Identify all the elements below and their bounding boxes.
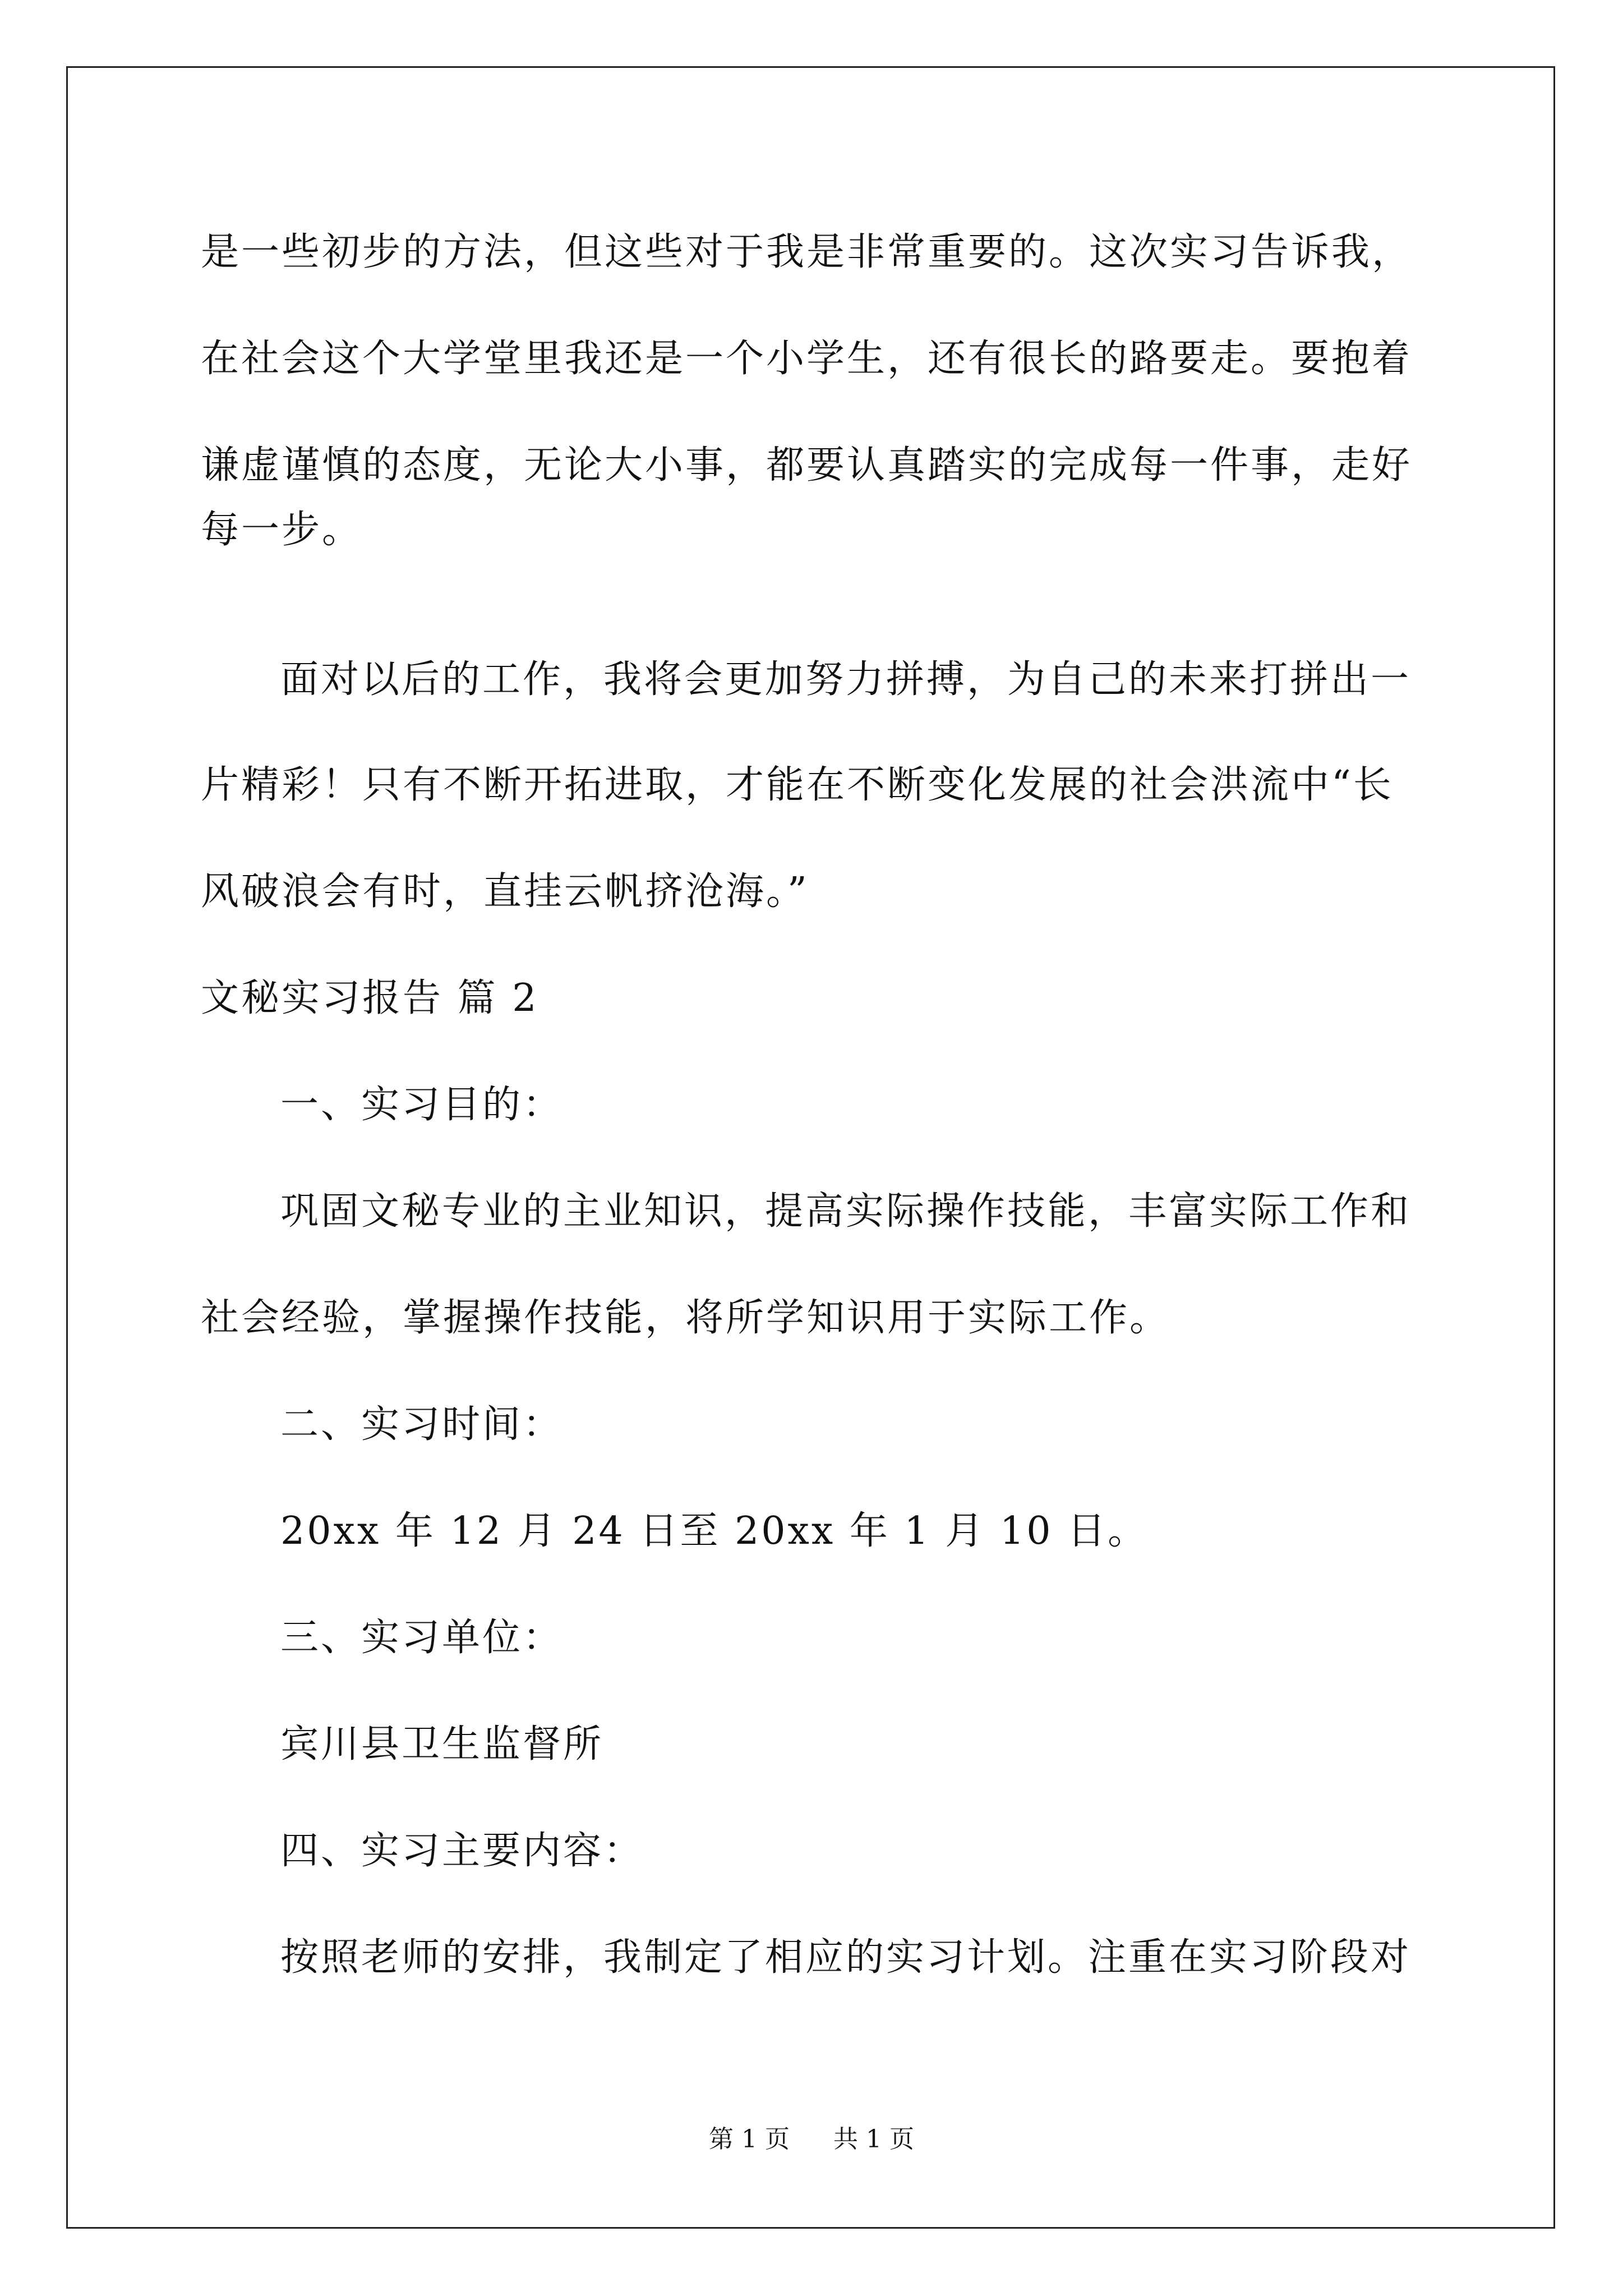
paragraph-line: 片精彩！只有不断开拓进取，才能在不断变化发展的社会洪流中“长	[201, 763, 1394, 807]
page-footer	[0, 2125, 1623, 2154]
paragraph-line: 面对以后的工作，我将会更加努力拼搏，为自己的未来打拼出一	[280, 657, 1412, 702]
section-heading: 文秘实习报告 篇 2	[201, 976, 539, 1020]
paragraph-line: 宾川县卫生监督所	[280, 1722, 604, 1766]
page-frame	[66, 66, 1555, 2229]
page-number: 第 1 页	[709, 2125, 790, 2154]
paragraph-line: 风破浪会有时，直挂云帆挤沧海。”	[201, 869, 809, 914]
paragraph-line: 巩固文秘专业的主业知识，提高实际操作技能，丰富实际工作和	[280, 1189, 1412, 1234]
paragraph-line: 20xx 年 12 月 24 日至 20xx 年 1 月 10 日。	[280, 1509, 1149, 1553]
subheading-line: 三、实习单位：	[280, 1616, 564, 1660]
subheading-line: 一、实习目的：	[280, 1083, 564, 1127]
paragraph-line: 每一步。	[201, 508, 363, 552]
paragraph-line: 谦虚谨慎的态度，无论大小事，都要认真踏实的完成每一件事，走好	[201, 443, 1413, 487]
subheading-line: 二、实习时间：	[280, 1402, 564, 1447]
paragraph-line: 按照老师的安排，我制定了相应的实习计划。注重在实习阶段对	[280, 1935, 1412, 1980]
paragraph-line: 是一些初步的方法，但这些对于我是非常重要的。这次实习告诉我，	[201, 230, 1413, 274]
page-total: 共 1 页	[833, 2125, 914, 2154]
subheading-line: 四、实习主要内容：	[280, 1829, 644, 1873]
paragraph-line: 在社会这个大学堂里我还是一个小学生，还有很长的路要走。要抱着	[201, 337, 1413, 381]
paragraph-line: 社会经验，掌握操作技能，将所学知识用于实际工作。	[201, 1296, 1170, 1340]
